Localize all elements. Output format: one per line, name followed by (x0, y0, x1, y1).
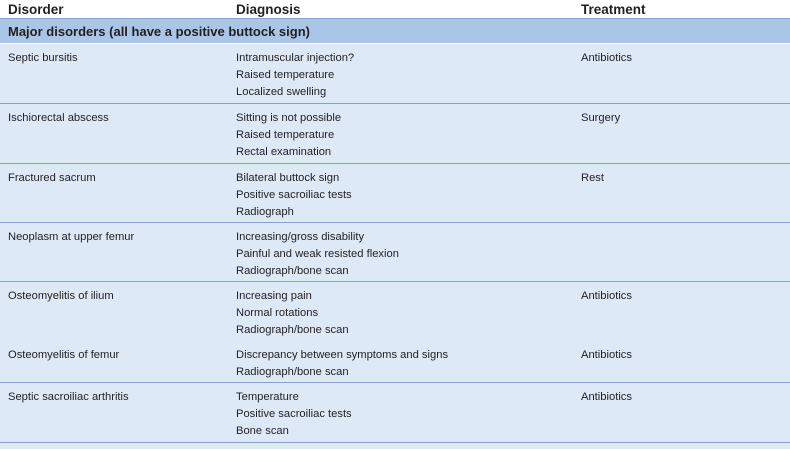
diagnosis-line: Raised temperature (236, 129, 335, 141)
treatment-cell: Antibiotics (581, 52, 632, 64)
diagnosis-line: Painful and weak resisted flexion (236, 248, 399, 260)
treatment-cell: Antibiotics (581, 290, 632, 302)
diagnosis-line: Radiograph/bone scan (236, 324, 349, 336)
diagnosis-cell (227, 44, 571, 103)
diagnosis-line: Rectal examination (236, 146, 332, 158)
header-diagnosis: Diagnosis (236, 1, 301, 17)
diagnosis-cell (227, 341, 571, 382)
diagnosis-cell (227, 282, 571, 341)
treatment-cell: Surgery (581, 112, 621, 124)
table-row (0, 164, 790, 223)
table-row (0, 44, 790, 104)
diagnosis-cell (227, 104, 571, 163)
disorder-cell: Fractured sacrum (8, 172, 96, 184)
disorder-cell: Ischiorectal abscess (8, 112, 109, 124)
disorder-cell: Septic bursitis (8, 52, 78, 64)
diagnosis-line: Discrepancy between symptoms and signs (236, 349, 449, 361)
header-treatment: Treatment (581, 1, 646, 17)
treatment-cell: Antibiotics (581, 349, 632, 361)
treatment-cell (571, 223, 790, 281)
diagnosis-line: Bone scan (236, 425, 289, 437)
diagnosis-line: Positive sacroiliac tests (236, 189, 352, 201)
table-row (0, 223, 790, 282)
diagnosis-line: Localized swelling (236, 86, 327, 98)
diagnosis-line: Radiograph/bone scan (236, 366, 349, 378)
table-row (0, 104, 790, 164)
table-body (0, 44, 790, 442)
diagnosis-line: Radiograph/bone scan (236, 265, 349, 277)
header-disorder: Disorder (8, 1, 64, 17)
diagnosis-line: Intramuscular injection? (236, 52, 355, 64)
disorder-cell: Osteomyelitis of femur (8, 349, 120, 361)
diagnosis-line: Increasing pain (236, 290, 312, 302)
diagnosis-line: Temperature (236, 391, 299, 403)
table-header (0, 0, 790, 19)
diagnosis-line: Bilateral buttock sign (236, 172, 340, 184)
table-row (0, 282, 790, 341)
diagnosis-line: Positive sacroiliac tests (236, 408, 352, 420)
diagnosis-line: Normal rotations (236, 307, 319, 319)
disorder-cell: Septic sacroiliac arthritis (8, 391, 129, 403)
section-title: Major disorders (all have a positive buttock sign) (0, 19, 790, 44)
table-row (0, 383, 790, 442)
disorder-cell: Neoplasm at upper femur (8, 231, 135, 243)
treatment-cell: Rest (581, 172, 605, 184)
diagnosis-cell (227, 223, 571, 281)
table-row (0, 341, 790, 383)
diagnosis-cell (227, 383, 571, 442)
diagnosis-line: Radiograph (236, 206, 294, 218)
disorder-cell: Osteomyelitis of ilium (8, 290, 114, 302)
diagnosis-line: Sitting is not possible (236, 112, 342, 124)
treatment-cell: Antibiotics (581, 391, 632, 403)
diagnosis-cell (227, 164, 571, 222)
diagnosis-line: Raised temperature (236, 69, 335, 81)
diagnosis-line: Increasing/gross disability (236, 231, 365, 243)
